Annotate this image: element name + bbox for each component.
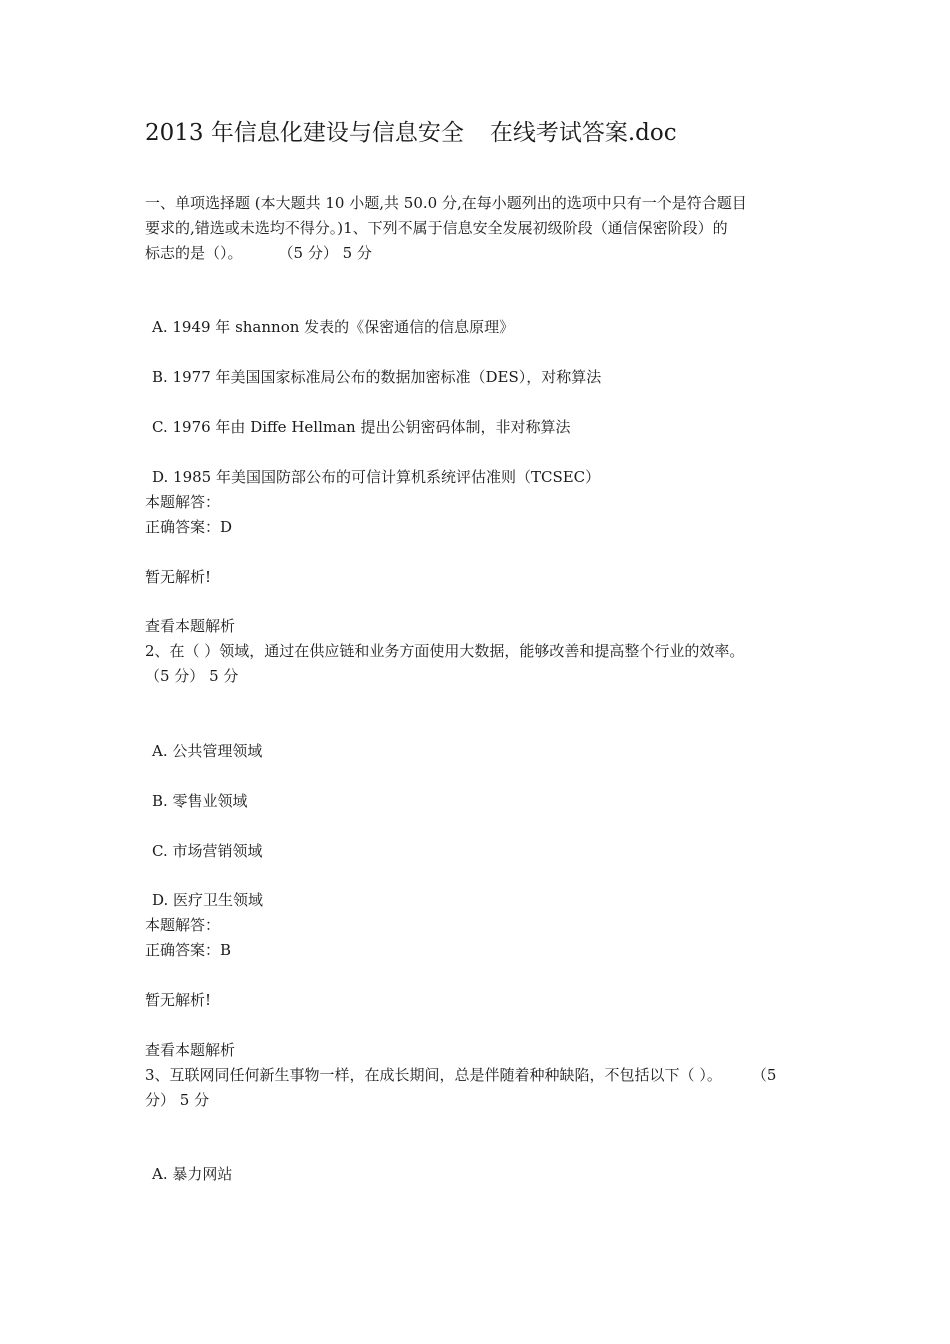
question-1-stem — [145, 191, 810, 266]
question-2-view-analysis-link[interactable]: 查看本题解析 — [145, 1041, 236, 1059]
question-1-option-b: B. 1977 年美国国家标准局公布的数据加密标准（DES），对称算法 — [152, 368, 602, 386]
question-3-option-a: A. 暴力网站 — [152, 1165, 233, 1183]
question-2-option-c: C. 市场营销领域 — [152, 842, 263, 860]
document-title — [145, 116, 677, 150]
question-2-answer-label: 本题解答： — [145, 916, 221, 934]
title-tail: 在线考试答案.doc — [489, 120, 677, 146]
question-3-stem-line — [145, 1063, 776, 1088]
question-1-view-analysis-link[interactable]: 查看本题解析 — [145, 617, 236, 635]
question-2-option-d: D. 医疗卫生领域 — [152, 891, 264, 909]
question-2-score: （5 分） 5 分 — [145, 667, 239, 685]
question-1-no-analysis: 暂无解析! — [145, 568, 212, 586]
question-1-score: （5 分） 5 分 — [278, 244, 372, 262]
title-main: 2013 年信息化建设与信息安全 — [145, 120, 464, 146]
question-1-option-d: D. 1985 年美国国防部公布的可信计算机系统评估准则（TCSEC） — [152, 468, 601, 486]
question-1-stem-end: 标志的是（）。 — [145, 244, 243, 262]
question-2-stem: 2、在（ ）领域，通过在供应链和业务方面使用大数据，能够改善和提高整个行业的效率。 — [145, 642, 745, 660]
question-3-score-part-1: （5 — [751, 1066, 777, 1084]
question-2-no-analysis: 暂无解析! — [145, 991, 212, 1009]
question-3-score-part-2: 分） 5 分 — [145, 1091, 210, 1109]
question-1-option-a: A. 1949 年 shannon 发表的《保密通信的信息原理》 — [152, 318, 515, 336]
question-1-option-c: C. 1976 年由 Diffe Hellman 提出公钥密码体制，非对称算法 — [152, 418, 571, 436]
question-2-correct-answer: 正确答案：B — [145, 941, 232, 959]
question-1-answer-label: 本题解答： — [145, 493, 221, 511]
question-1-line-2: 要求的,错选或未选均不得分。)1、下列不属于信息安全发展初级阶段（通信保密阶段）的 — [145, 219, 728, 237]
question-3-stem: 3、互联网同任何新生事物一样，在成长期间，总是伴随着种种缺陷，不包括以下（ ）。 — [145, 1066, 722, 1084]
question-1-correct-answer: 正确答案：D — [145, 518, 233, 536]
question-1-line-1: 一、单项选择题 (本大题共 10 小题,共 50.0 分,在每小题列出的选项中只有一个是符合题目 — [145, 194, 747, 212]
question-1-line-3 — [145, 241, 810, 266]
question-2-option-a: A. 公共管理领域 — [152, 742, 263, 760]
question-2-option-b: B. 零售业领域 — [152, 792, 248, 810]
